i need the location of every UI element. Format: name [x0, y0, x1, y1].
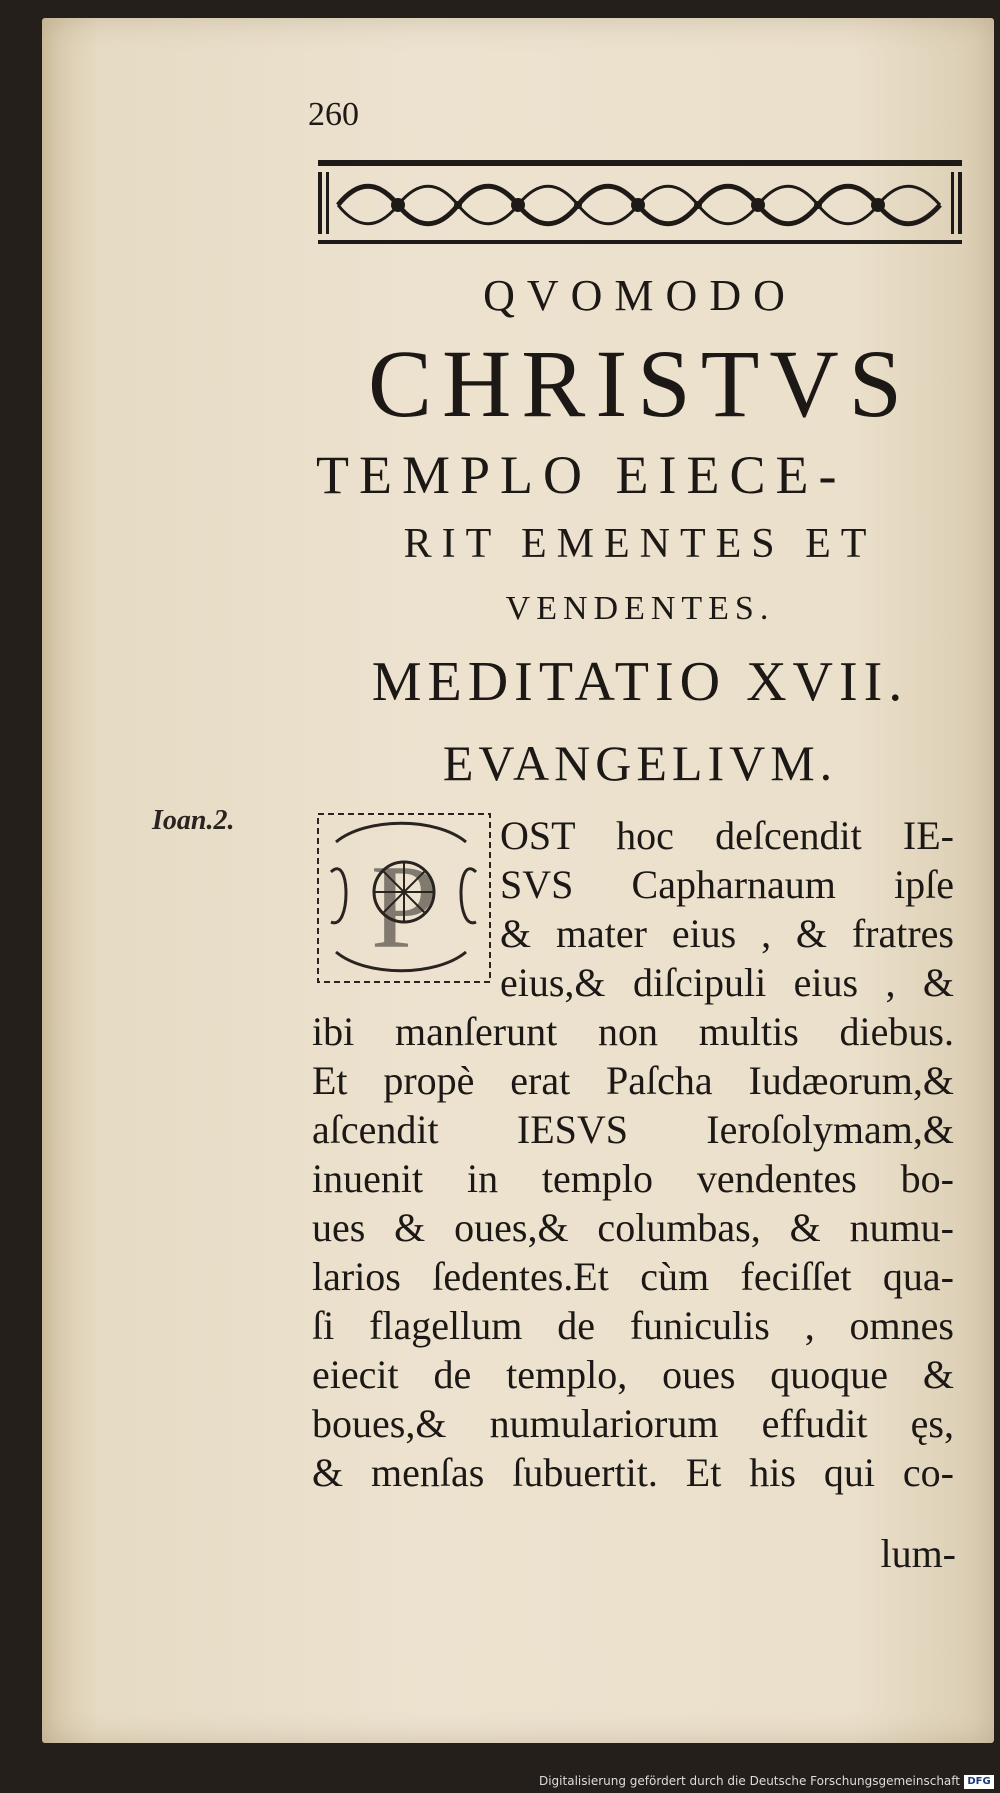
heading-line-1: QVOMODO [483, 271, 797, 320]
heading-line-4: RIT EMENTES ET [403, 521, 877, 567]
text-line: OST hoc deſcendit IE- [500, 813, 954, 858]
dfg-logo: DFG [964, 1775, 994, 1789]
ornamental-headpiece [318, 160, 962, 246]
catchword: lum- [880, 1531, 956, 1576]
text-line: Et propè erat Paſcha Iudæorum,& [312, 1058, 954, 1103]
text-line: inuenit in templo vendentes bo- [312, 1156, 954, 1201]
text-line: ſi flagellum de funiculis , omnes [312, 1303, 954, 1348]
digitization-credit: Digitalisierung gefördert durch die Deutsche Forschungsgemeinschaft [538, 1774, 960, 1788]
page-number: 260 [308, 96, 359, 133]
margin-note: Ioan.2. [152, 805, 235, 836]
text-line: SVS Capharnaum ipſe [500, 862, 954, 907]
text-line: eiecit de templo, oues quoque & [312, 1352, 954, 1397]
heading-line-3: TEMPLO EIECE- [316, 445, 847, 505]
text-line: ibi manſerunt non multis diebus. [312, 1009, 954, 1054]
text-line: & menſas ſubuertit. Et his qui co- [312, 1450, 954, 1495]
text-line: ues & oues,& columbas, & numu- [312, 1205, 954, 1250]
initial-letter: P [370, 840, 438, 973]
heading-line-2: CHRISTVS [367, 330, 913, 437]
decorated-initial [316, 812, 492, 984]
heading-line-5: VENDENTES. [505, 590, 775, 627]
text-line: & mater eius , & fratres [500, 911, 954, 956]
text-line: larios ſedentes.Et cùm feciſſet qua- [312, 1254, 954, 1299]
text-line: aſcendit IESVS Ieroſolymam,& [312, 1107, 954, 1152]
text-line: eius,& diſcipuli eius , & [500, 960, 954, 1005]
gospel-title: EVANGELIVM. [442, 735, 838, 791]
text-line: boues,& numulariorum effudit ęs, [312, 1401, 954, 1446]
meditation-title: MEDITATIO XVII. [371, 651, 909, 713]
